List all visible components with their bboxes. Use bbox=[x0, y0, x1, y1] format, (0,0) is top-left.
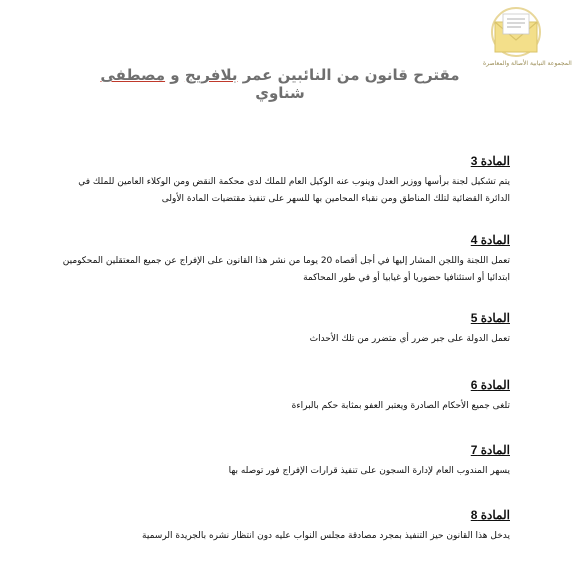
article-heading: المادة 7 bbox=[470, 443, 510, 457]
article-heading: المادة 3 bbox=[470, 154, 510, 168]
article-body: تعمل الدولة على جبر ضرر أي متضرر من تلك الأحداث bbox=[309, 334, 510, 344]
logo-caption: المجموعة النيابية الأصالة والمعاصرة bbox=[483, 60, 572, 67]
article-heading: المادة 6 bbox=[470, 378, 510, 392]
article-3 bbox=[58, 154, 510, 208]
article-body: يسهر المندوب العام لإدارة السجون على تنفيذ قرارات الإفراج فور توصله بها bbox=[228, 466, 510, 476]
article-6 bbox=[58, 378, 510, 415]
article-7 bbox=[58, 443, 510, 480]
article-body: تعمل اللجنة واللجن المشار إليها في أجل أقصاه 20 يوما من نشر هذا القانون على الإفراج عن جميع المعتقلين المحكومين ابتدائيا أو استئنافيا حضوريا أو غيابيا أو في طور المحاكمة bbox=[62, 256, 510, 283]
article-body: يتم تشكيل لجنة برأسها ووزير العدل وينوب عنه الوكيل العام للملك لدى محكمة النقض ومن الوكلاء العامين للملك في الدائرة القضائية لتلك المناطق ومن نقباء المحامين بها للسهر على تنفيذ مقتضيات المادة الأولى bbox=[78, 177, 510, 204]
article-4 bbox=[58, 233, 510, 287]
article-heading: المادة 4 bbox=[470, 233, 510, 247]
article-8 bbox=[58, 508, 510, 545]
article-heading: المادة 5 bbox=[470, 311, 510, 325]
page-title: مقترح قانون من النائبين عمر بلافريج و مصطفى شناوي bbox=[100, 66, 460, 102]
article-body: تلغى جميع الأحكام الصادرة ويعتبر العفو بمثابة حكم بالبراءة bbox=[291, 401, 510, 411]
article-5 bbox=[58, 311, 510, 348]
parliamentary-group-logo-icon bbox=[485, 6, 547, 64]
article-body: يدخل هذا القانون حيز التنفيذ بمجرد مصادقة مجلس النواب عليه دون انتظار نشره بالجريدة الرسمية bbox=[142, 531, 510, 541]
article-heading: المادة 8 bbox=[470, 508, 510, 522]
